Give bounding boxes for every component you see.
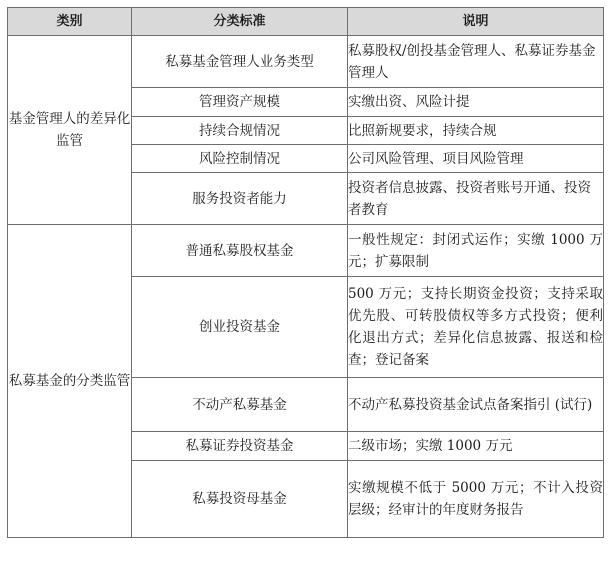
description-cell: 500 万元；支持长期资金投资；支持采取优先股、可转股债权等多方式投资；便利化退出方式；差异化信息披露、报送和检查；登记备案 [348,277,604,378]
table-row [8,225,604,277]
description-cell: 比照新规要求，持续合规 [348,117,604,145]
standard-cell: 风险控制情况 [132,145,348,173]
standard-cell: 管理资产规模 [132,88,348,117]
standard-cell: 私募基金管理人业务类型 [132,36,348,88]
header-category: 类别 [8,8,132,36]
description-cell: 实缴出资、风险计提 [348,88,604,117]
description-cell: 一般性规定：封闭式运作；实缴 1000 万元；扩募限制 [348,225,604,277]
standard-cell: 私募证券投资基金 [132,432,348,461]
category-cell-fund: 私募基金的分类监管 [8,225,132,538]
description-cell: 私募股权/创投基金管理人、私募证券基金管理人 [348,36,604,88]
standard-cell: 持续合规情况 [132,117,348,145]
category-cell-manager: 基金管理人的差异化监管 [8,36,132,225]
standard-cell: 不动产私募基金 [132,378,348,432]
classification-table [7,7,604,538]
description-cell: 二级市场；实缴 1000 万元 [348,432,604,461]
standard-cell: 普通私募股权基金 [132,225,348,277]
table-header-row [8,8,604,36]
description-cell: 投资者信息披露、投资者账号开通、投资者教育 [348,173,604,225]
standard-cell: 创业投资基金 [132,277,348,378]
header-standard: 分类标准 [132,8,348,36]
description-cell: 公司风险管理、项目风险管理 [348,145,604,173]
description-cell: 实缴规模不低于 5000 万元；不计入投资层级；经审计的年度财务报告 [348,461,604,538]
header-description: 说明 [348,8,604,36]
standard-cell: 服务投资者能力 [132,173,348,225]
standard-cell: 私募投资母基金 [132,461,348,538]
table-row [8,36,604,88]
description-cell: 不动产私募投资基金试点备案指引 (试行) [348,378,604,432]
